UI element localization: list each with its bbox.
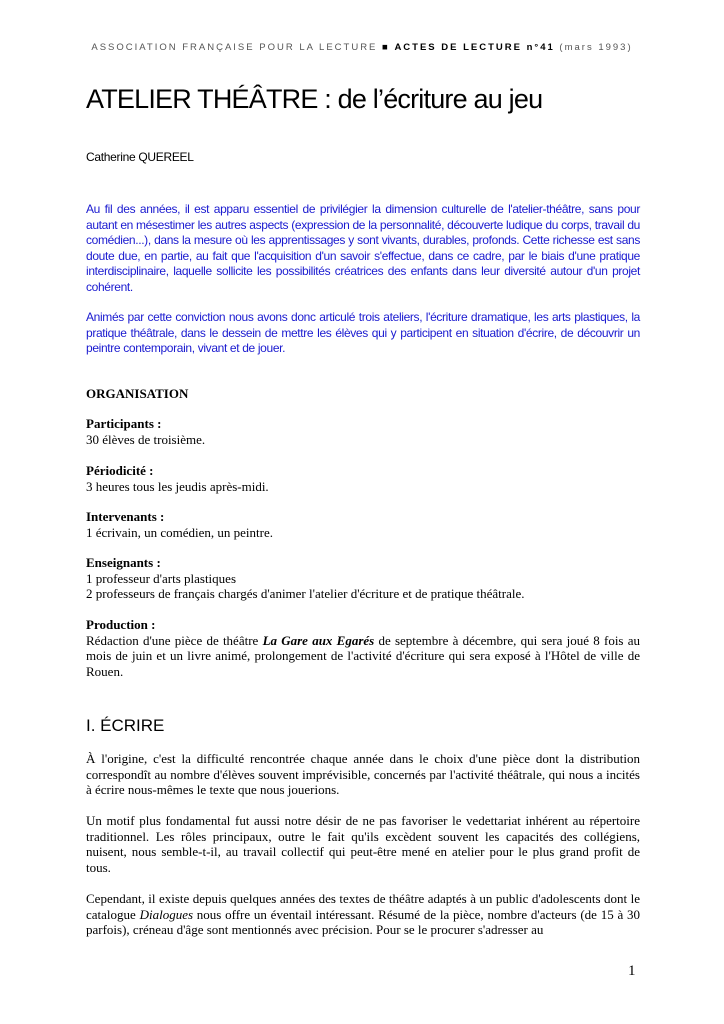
participants-block (86, 416, 640, 447)
enseignants-line-2: 2 professeurs de français chargés d'animer l'atelier d'écriture et de pratique théâtrale. (86, 586, 525, 601)
play-title: La Gare aux Egarés (262, 632, 375, 648)
running-header (0, 42, 724, 53)
author-name: Catherine QUEREEL (86, 150, 194, 164)
header-separator-icon: ■ (382, 42, 390, 53)
intervenants-block (86, 509, 640, 540)
periodicite-text: 3 heures tous les jeudis après-midi. (86, 478, 269, 494)
catalogue-title: Dialogues (139, 906, 194, 922)
header-org: ASSOCIATION FRANÇAISE POUR LA LECTURE (91, 42, 378, 53)
ecrire-paragraph-2: Un motif plus fondamental fut aussi notre désir de ne pas favoriser le vedettariat inhérent au répertoire traditionnel. Les rôles principaux, outre le fait qu'ils excèdent souvent les capacités des collégiens, nuisent, nous semble-t-il, au travail collectif qui peut-être mené en atelier pour le plus grand profit de tous. (86, 813, 640, 875)
intervenants-label: Intervenants : (86, 509, 165, 524)
ecrire-paragraph-1: À l'origine, c'est la difficulté rencontrée chaque année dans le choix d'une pièce dont la distribution correspondît au nombre d'élèves souvent imprévisible, concernés par l'activité théâtrale, qui nous a incités à écrire nous-mêmes le texte que nous jouerions. (86, 751, 640, 797)
organisation-heading: ORGANISATION (86, 386, 189, 401)
intro-paragraph-1: Au fil des années, il est apparu essentiel de privilégier la dimension culturelle de l'atelier-théâtre, sans pour autant en mésestimer les autres aspects (expression de la personnalité, découverte ludique du corps, travail du comédien...), dans la mesure où les apprentissages y sont vivants, durables, profonds. Cette richesse est sans doute due, en partie, au fait que l'acquisition d'un savoir s'effectue, dans ce cadre, par le biais d'une pratique interdisciplinaire, laquelle sollicite les possibilités créatrices des enfants dans leur diversité autour d'un projet cohérent. (86, 202, 640, 294)
enseignants-line-1: 1 professeur d'arts plastiques (86, 570, 237, 586)
production-text: Rédaction d'une pièce de théâtre La Gare aux Egarés de septembre à décembre, qui sera joué 8 fois au mois de juin et un livre animé, prolongement de l'activité d'écriture qui sera exposé à l'Hôtel de ville de Rouen. (86, 632, 640, 679)
periodicite-label: Périodicité : (86, 463, 154, 478)
ecrire-paragraph-3: Cependant, il existe depuis quelques années des textes de théâtre adaptés à un public d'adolescents dont le catalogue Dialogues nous offre un éventail intéressant. Résumé de la pièce, nombre d'acteurs (de 15 à 30 parfois), créneau d'âge sont mentionnés avec précision. Pour se le procurer s'adresser au (86, 891, 640, 937)
enseignants-label: Enseignants : (86, 555, 161, 570)
intro-paragraph-2: Animés par cette conviction nous avons donc articulé trois ateliers, l'écriture dramatique, les arts plastiques, la pratique théâtrale, dans le dessein de mettre les élèves qui y participent en situation d'écrire, de découvrir un peintre contemporain, vivant et de jouer. (86, 310, 640, 355)
page-title: ATELIER THÉÂTRE : de l’écriture au jeu (86, 84, 543, 114)
ecrire-paragraph-3-wrap (86, 891, 640, 938)
ecrire-paragraph-2-wrap (86, 813, 640, 875)
participants-text: 30 élèves de troisième. (86, 431, 206, 447)
periodicite-block (86, 463, 640, 494)
ecrire-paragraph-1-wrap (86, 751, 640, 798)
enseignants-block (86, 555, 640, 602)
participants-label: Participants : (86, 416, 162, 431)
production-block (86, 617, 640, 679)
production-label: Production : (86, 617, 156, 632)
header-journal: ACTES DE LECTURE n°41 (394, 42, 555, 53)
header-date: (mars 1993) (559, 42, 633, 53)
page-number: 1 (628, 963, 636, 979)
section-heading-ecrire: I. ÉCRIRE (86, 716, 165, 735)
intervenants-text: 1 écrivain, un comédien, un peintre. (86, 524, 273, 540)
